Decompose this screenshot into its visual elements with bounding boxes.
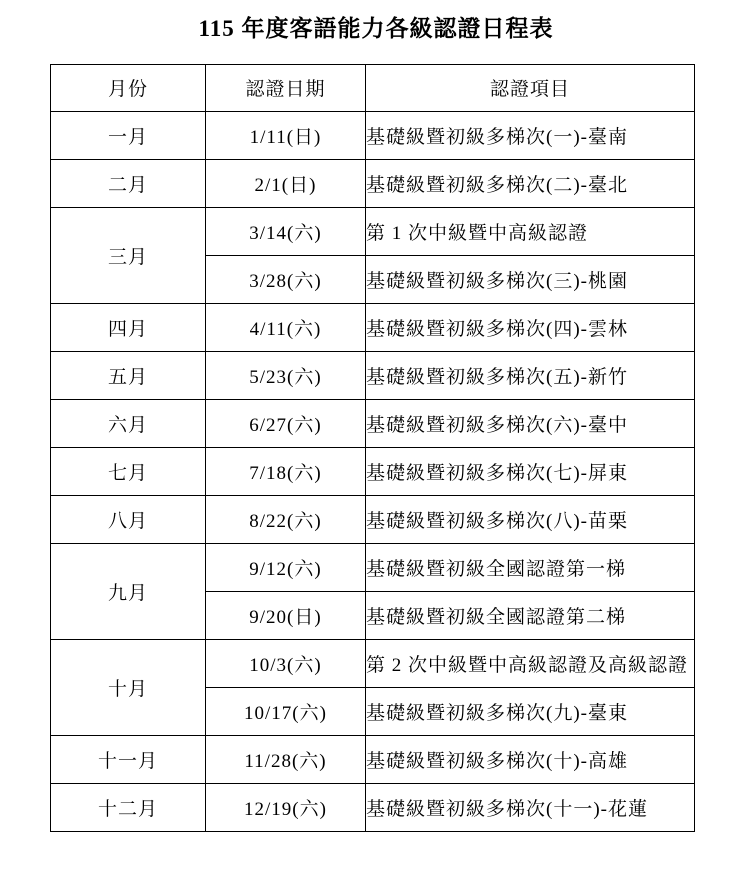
table-row: [51, 351, 695, 399]
month-cell: 三月: [51, 207, 206, 303]
item-cell: 基礎級暨初級全國認證第一梯: [366, 543, 695, 591]
date-cell: 7/18(六): [206, 447, 366, 495]
date-cell: 10/3(六): [206, 639, 366, 687]
month-cell: 十一月: [51, 735, 206, 783]
date-cell: 6/27(六): [206, 399, 366, 447]
date-cell: 9/12(六): [206, 543, 366, 591]
table-row: [51, 639, 695, 687]
month-cell: 七月: [51, 447, 206, 495]
month-cell: 十二月: [51, 783, 206, 831]
item-cell: 基礎級暨初級多梯次(七)-屏東: [366, 447, 695, 495]
table-header-row: [51, 64, 695, 111]
item-cell: 基礎級暨初級多梯次(二)-臺北: [366, 159, 695, 207]
column-header-date: 認證日期: [206, 64, 366, 111]
table-row: [51, 303, 695, 351]
month-cell: 五月: [51, 351, 206, 399]
table-row: [51, 111, 695, 159]
item-cell: 基礎級暨初級多梯次(三)-桃園: [366, 255, 695, 303]
month-cell: 二月: [51, 159, 206, 207]
item-cell: 基礎級暨初級多梯次(五)-新竹: [366, 351, 695, 399]
date-cell: 9/20(日): [206, 591, 366, 639]
column-header-month: 月份: [51, 64, 206, 111]
month-cell: 八月: [51, 495, 206, 543]
date-cell: 3/28(六): [206, 255, 366, 303]
table-row: [51, 783, 695, 831]
item-cell: 基礎級暨初級全國認證第二梯: [366, 591, 695, 639]
date-cell: 3/14(六): [206, 207, 366, 255]
table-body: [51, 111, 695, 831]
item-cell: 基礎級暨初級多梯次(四)-雲林: [366, 303, 695, 351]
month-cell: 一月: [51, 111, 206, 159]
item-cell: 第 1 次中級暨中高級認證: [366, 207, 695, 255]
table-row: [51, 399, 695, 447]
document-page: [0, 14, 752, 872]
month-cell: 九月: [51, 543, 206, 639]
item-cell: 基礎級暨初級多梯次(十)-高雄: [366, 735, 695, 783]
table-row: [51, 447, 695, 495]
month-cell: 四月: [51, 303, 206, 351]
date-cell: 2/1(日): [206, 159, 366, 207]
item-cell: 基礎級暨初級多梯次(八)-苗栗: [366, 495, 695, 543]
table-row: [51, 735, 695, 783]
item-cell: 基礎級暨初級多梯次(六)-臺中: [366, 399, 695, 447]
table-row: [51, 159, 695, 207]
date-cell: 5/23(六): [206, 351, 366, 399]
date-cell: 1/11(日): [206, 111, 366, 159]
item-cell: 基礎級暨初級多梯次(九)-臺東: [366, 687, 695, 735]
table-row: [51, 495, 695, 543]
page-title: 115 年度客語能力各級認證日程表: [198, 16, 554, 41]
month-cell: 十月: [51, 639, 206, 735]
table-row: [51, 207, 695, 255]
date-cell: 11/28(六): [206, 735, 366, 783]
column-header-item: 認證項目: [366, 64, 695, 111]
date-cell: 10/17(六): [206, 687, 366, 735]
item-cell: 基礎級暨初級多梯次(一)-臺南: [366, 111, 695, 159]
table-row: [51, 543, 695, 591]
item-cell: 第 2 次中級暨中高級認證及高級認證: [366, 639, 695, 687]
certification-schedule-table: [50, 64, 695, 832]
month-cell: 六月: [51, 399, 206, 447]
date-cell: 4/11(六): [206, 303, 366, 351]
date-cell: 8/22(六): [206, 495, 366, 543]
item-cell: 基礎級暨初級多梯次(十一)-花蓮: [366, 783, 695, 831]
date-cell: 12/19(六): [206, 783, 366, 831]
